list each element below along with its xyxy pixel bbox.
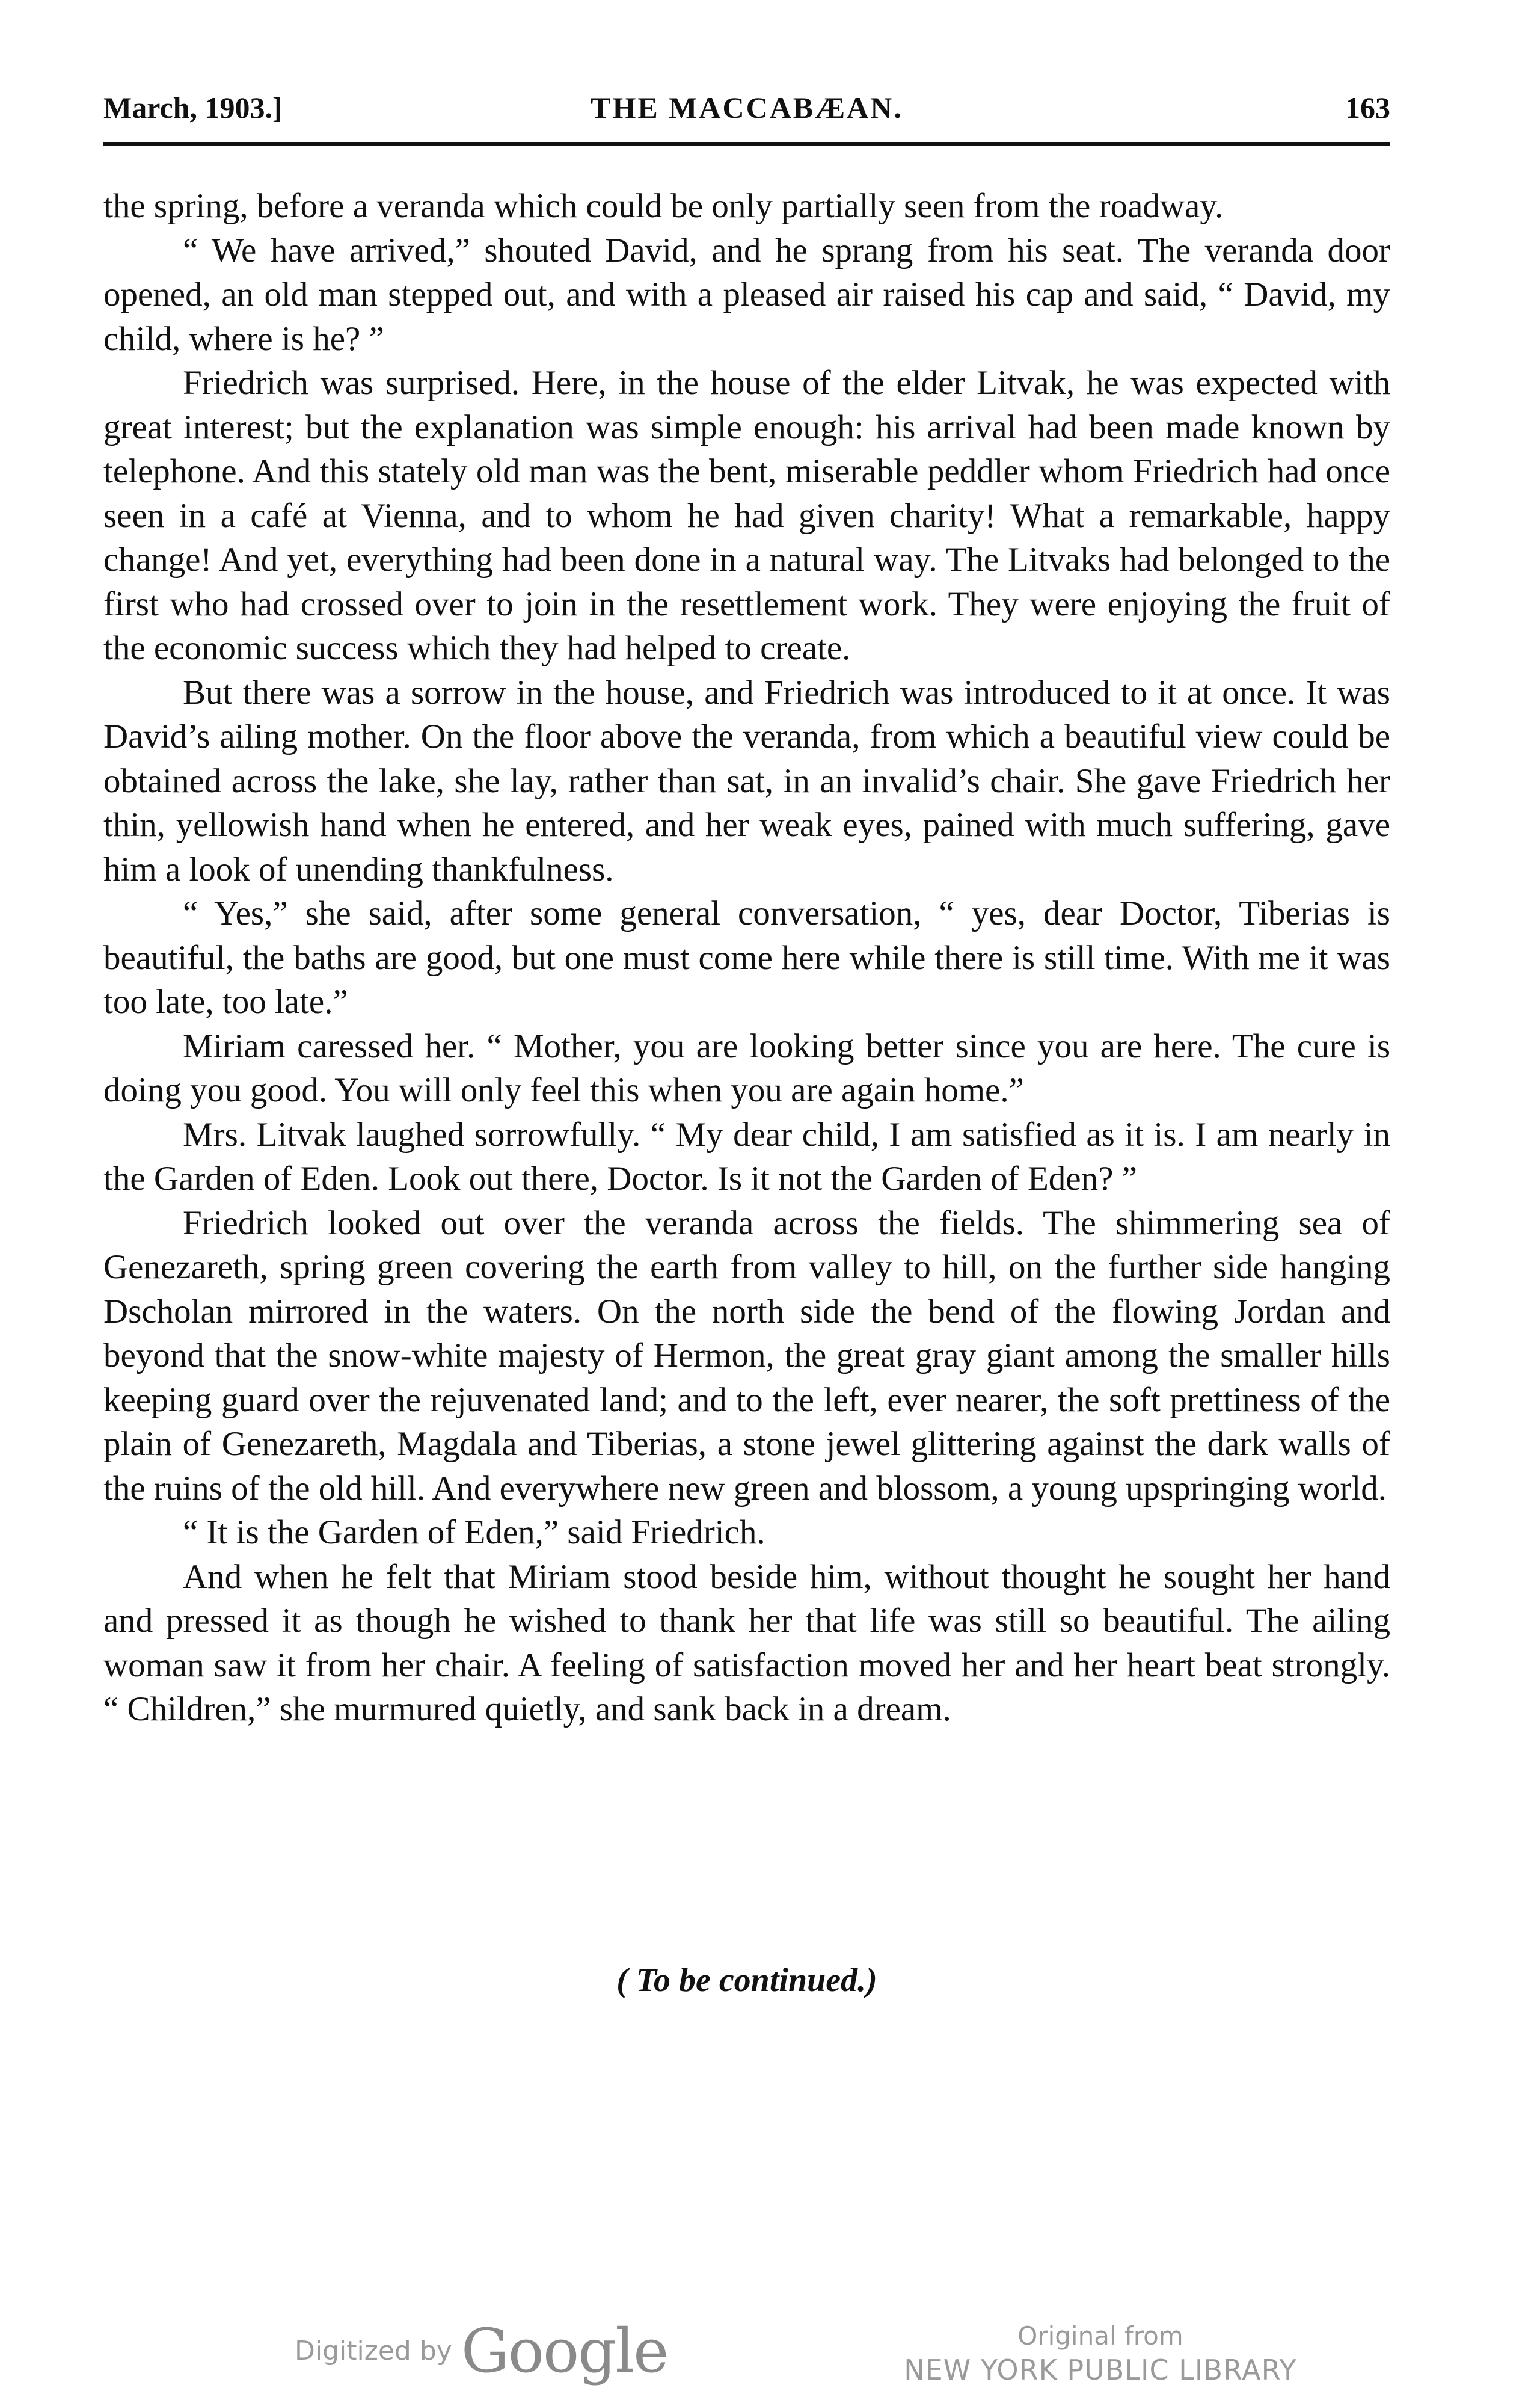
google-logo: Google [461,2316,668,2386]
to-be-continued-note: ( To be continued.) [616,1961,877,1999]
article-body [103,184,1390,1732]
paragraph: Friedrich looked out over the veranda across the fields. The shimmering sea of Genezareth, spring green covering the earth from valley to hill, on the further side hanging Dscholan mirrored in the waters. On the north side the bend of the flowing Jordan and beyond that the snow-white majesty of Hermon, the great gray giant among the smaller hills keeping guard over the rejuvenated land; and to the left, ever nearer, the soft prettiness of the plain of Genezareth, Magdala and Tiberias, a stone jewel glittering against the dark walls of the ruins of the old hill. And everywhere new green and blossom, a young upspringing world. [103,1204,1390,1507]
page-number: 163 [1345,91,1390,125]
paragraph: Friedrich was surprised. Here, in the house of the elder Litvak, he was expected with great interest; but the explanation was simple enough: his arrival had been made known by telephone. And this stately old man was the bent, miserable peddler whom Friedrich had once seen in a café at Vienna, and to whom he had given charity! What a remarkable, happy change! And yet, everything had been done in a natural way. The Litvaks had belonged to the first who had crossed over to join in the resettlement work. They were enjoying the fruit of the economic success which they had helped to create. [103,364,1390,667]
header-rule [103,142,1390,146]
paragraph: “ It is the Garden of Eden,” said Friedrich. [183,1513,765,1551]
digitized-by-label: Digitized by [295,2336,452,2366]
paragraph: Miriam caressed her. “ Mother, you are looking better since you are here. The cure is doing you good. You will only feel this when you are again home.” [103,1027,1390,1109]
library-name: NEW YORK PUBLIC LIBRARY [904,2354,1297,2386]
header-date: March, 1903.] [103,91,283,125]
header-journal-title: THE MACCABÆAN. [591,91,903,125]
paragraph-continuation: the spring, before a veranda which could be only partially seen from the roadway. [103,187,1224,225]
paragraph: “ We have arrived,” shouted David, and he sprang from his seat. The veranda door opened, an old man stepped out, and with a pleased air raised his cap and said, “ David, my child, where is he? ” [103,231,1390,358]
paragraph: “ Yes,” she said, after some general conversation, “ yes, dear Doctor, Tiberias is beautiful, the baths are good, but one must come here while there is still time. With me it was too late, too late.” [103,894,1390,1021]
paragraph: But there was a sorrow in the house, and Friedrich was introduced to it at once. It was David’s ailing mother. On the floor above the veranda, from which a beautiful view could be obtained across the lake, she lay, rather than sat, in an invalid’s chair. She gave Friedrich her thin, yellowish hand when he entered, and her weak eyes, pained with much suffering, gave him a look of unending thankfulness. [103,673,1390,888]
original-from-label: Original from [1017,2321,1183,2351]
running-header [103,90,1390,132]
digitized-by-watermark [295,2316,667,2386]
paragraph: Mrs. Litvak laughed sorrowfully. “ My dear child, I am satisfied as it is. I am nearly in the Garden of Eden. Look out there, Doctor. Is it not the Garden of Eden? ” [103,1115,1390,1198]
paragraph: And when he felt that Miriam stood beside him, without thought he sought her hand and pressed it as though he wished to thank her that life was still so beautiful. The ailing woman saw it from her chair. A feeling of satisfaction moved her and her heart beat strongly. “ Children,” she murmured quietly, and sank back in a dream. [103,1557,1390,1728]
source-library-watermark [890,2321,1311,2388]
